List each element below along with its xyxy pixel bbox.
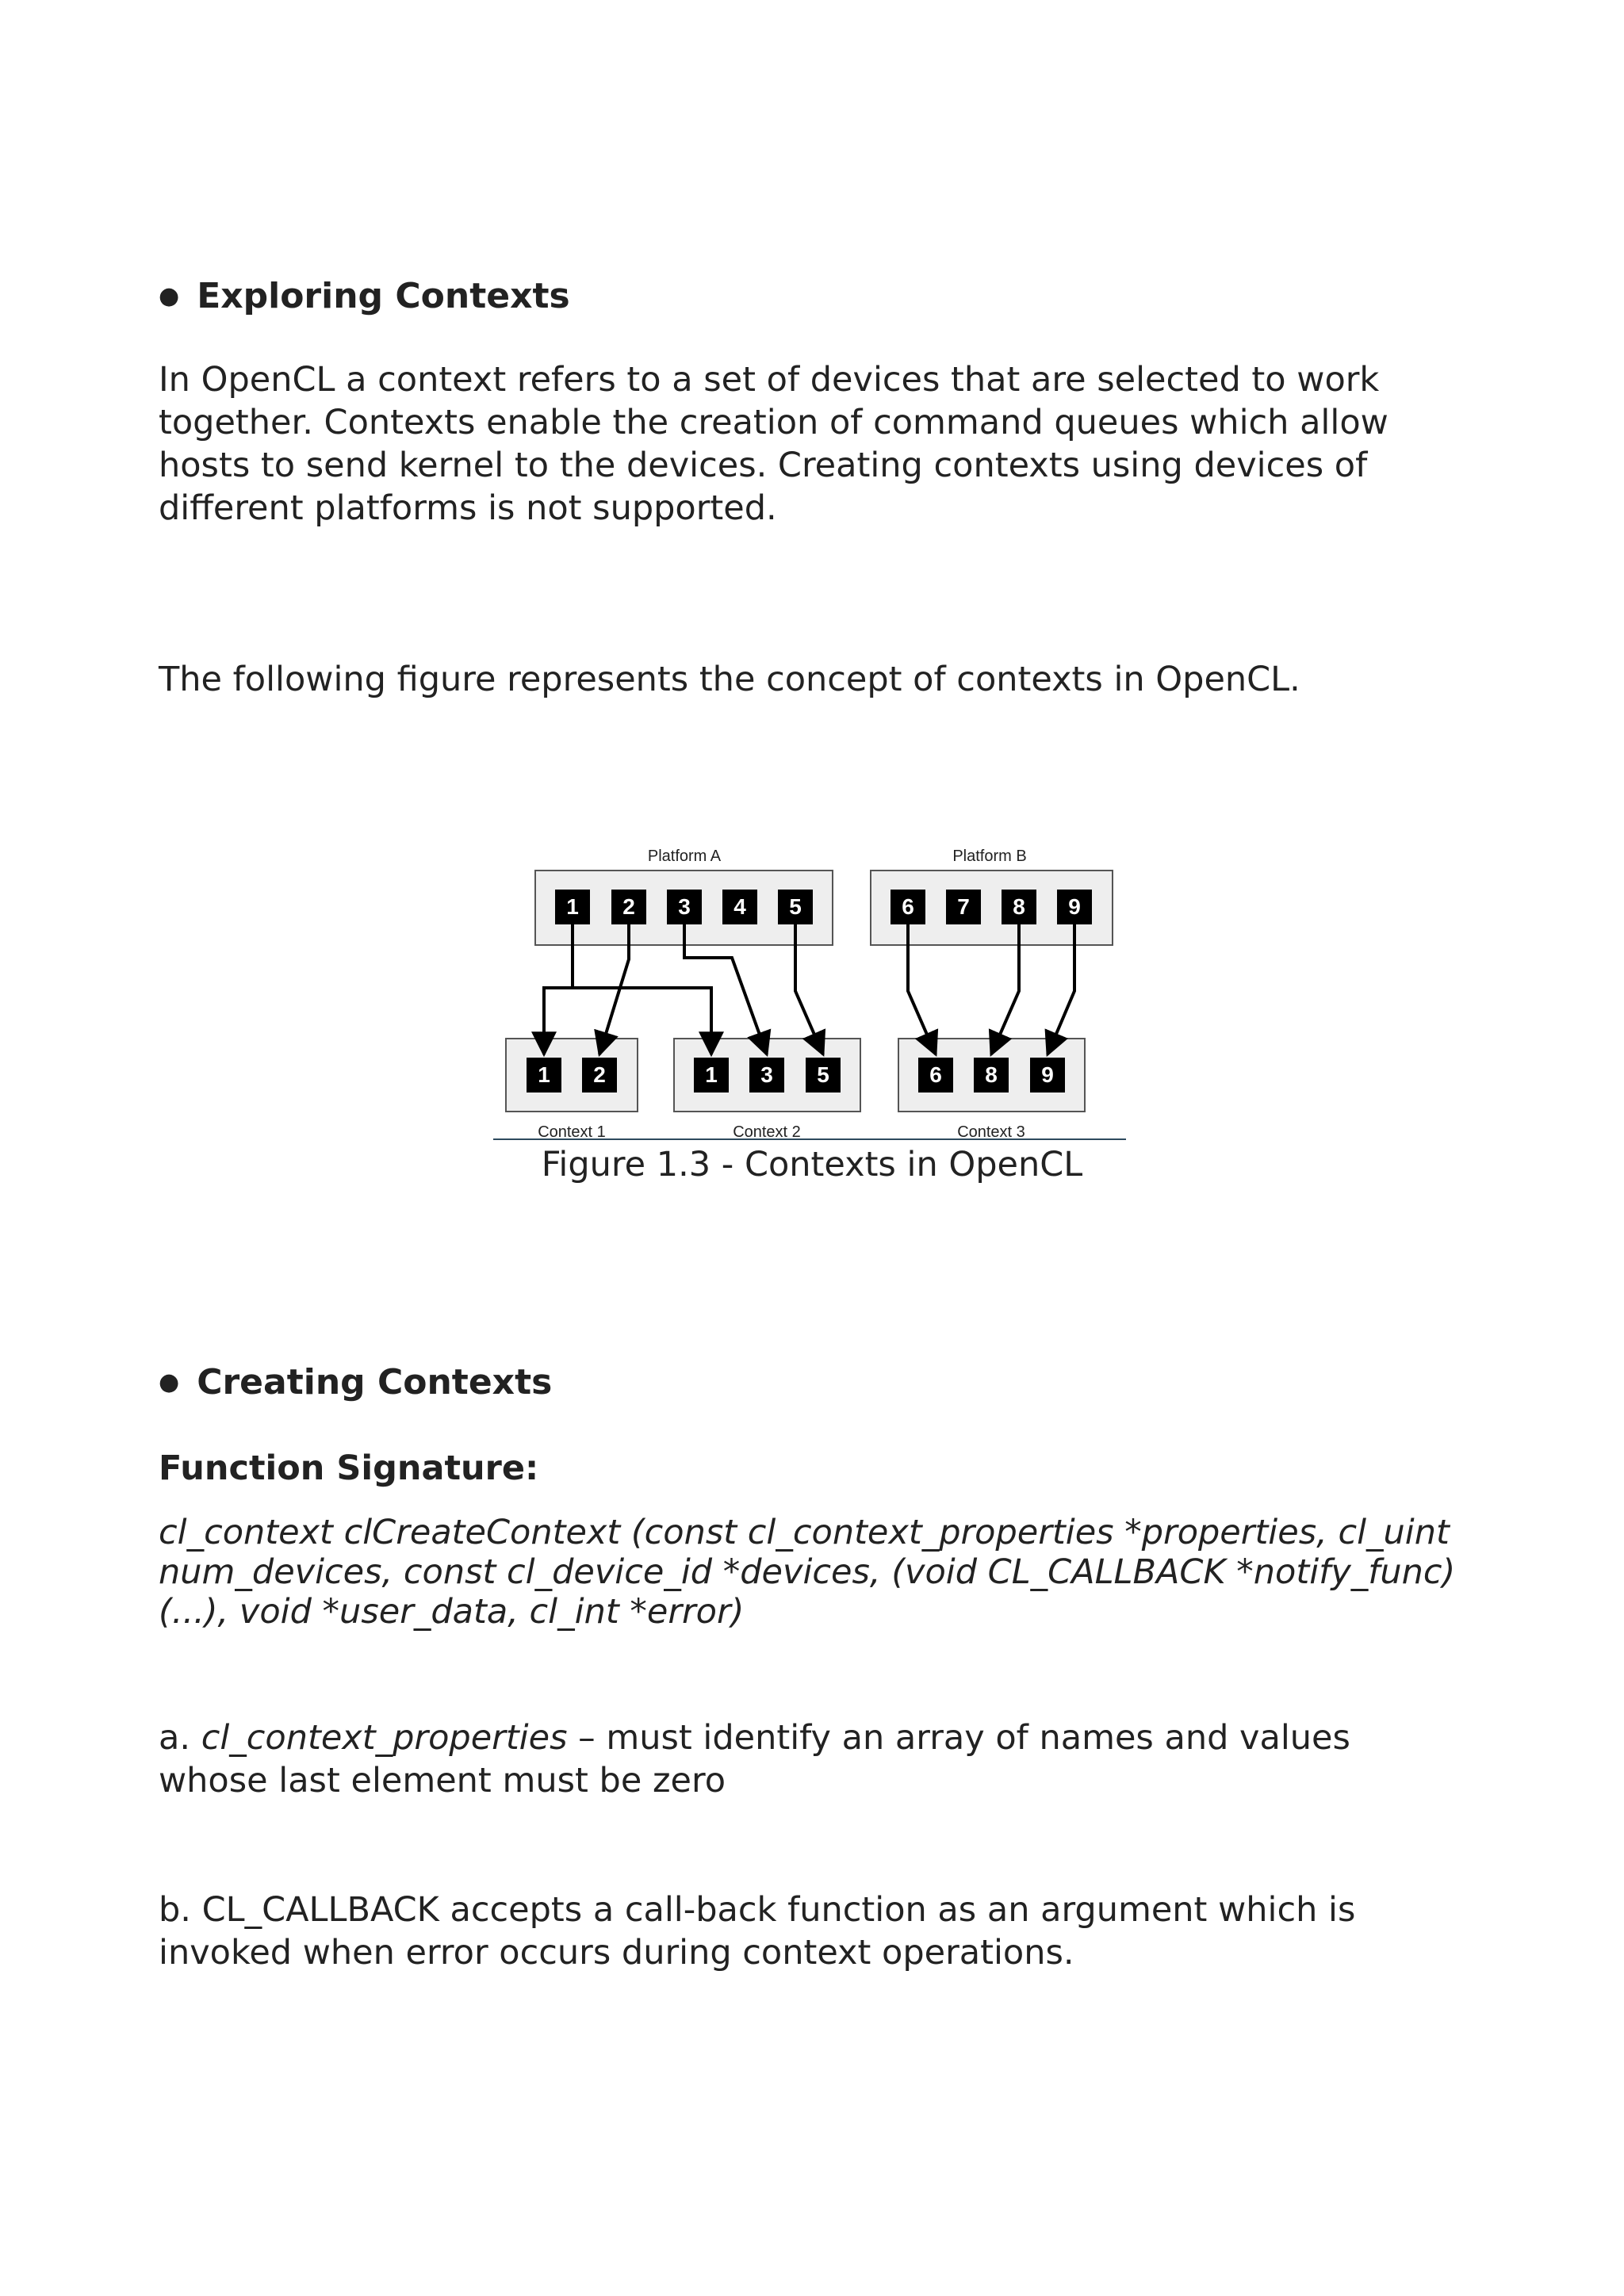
device-label: 5 [789,894,802,919]
context-1-label: Context 1 [538,1123,606,1141]
list-item-b [159,1888,1467,1974]
context-3-label: Context 3 [957,1123,1025,1141]
section-title: Creating Contexts [197,1362,553,1402]
context-3-device-6 [918,1058,953,1093]
device-label: 3 [678,894,691,919]
list-item-a [159,1716,1467,1802]
figure-intro-paragraph: The following figure represents the concept of contexts in OpenCL. [159,660,1300,699]
context-2-device-1 [694,1058,729,1093]
list-item-text: – must identify an array of names and values whose last element must be zero [159,1718,1350,1800]
device-label: 3 [760,1062,773,1087]
device-label: 9 [1041,1062,1054,1087]
term-cl-context-properties: cl_context_properties [201,1718,568,1758]
context-2-device-5 [806,1058,841,1093]
list-marker: b. [159,1890,191,1930]
device-label: 1 [538,1062,550,1087]
device-a4 [722,890,757,924]
device-a5 [778,890,813,924]
section-heading-creating-contexts [159,1360,1467,1405]
function-signature-heading: Function Signature: [159,1448,539,1488]
device-label: 4 [733,894,746,919]
device-label: 7 [957,894,970,919]
bullet-icon: ● [159,1368,180,1396]
device-b9 [1057,890,1092,924]
device-label: 6 [902,894,914,919]
device-label: 6 [929,1062,942,1087]
section-title: Exploring Contexts [197,276,570,316]
contexts-diagram [492,840,1126,1189]
device-b7 [946,890,981,924]
device-label: 5 [817,1062,829,1087]
device-label: 8 [985,1062,998,1087]
device-label: 1 [705,1062,718,1087]
context-3-device-8 [974,1058,1009,1093]
device-a3 [667,890,702,924]
device-label: 2 [622,894,635,919]
list-item-text: CL_CALLBACK accepts a call-back function as an argument which is invoked when error occurs during context operations. [159,1890,1356,1973]
context-2-device-3 [749,1058,784,1093]
section-heading-exploring-contexts [159,274,1467,319]
figure-caption: Figure 1.3 - Contexts in OpenCL [541,1145,1083,1184]
context-1-device-1 [527,1058,561,1093]
device-label: 2 [593,1062,606,1087]
platform-b-label: Platform B [952,848,1027,865]
list-marker: a. [159,1718,191,1758]
device-label: 1 [566,894,579,919]
device-a2 [611,890,646,924]
context-description-paragraph: In OpenCL a context refers to a set of devices that are selected to work together. Contexts enable the creation of command queues which allow hosts to send kernel to the devices. Creating contexts using devices of different platforms is not supported. [159,360,1388,528]
device-b6 [891,890,925,924]
bullet-icon: ● [159,282,180,310]
context-2-label: Context 2 [733,1123,801,1141]
function-signature-code: cl_context clCreateContext (const cl_context_properties *properties, cl_uint num_devices, const cl_device_id *devices, (void CL_CALLBACK *notify_func)(...), void *user_data, cl_int *error) [159,1513,1456,1632]
context-3-device-9 [1030,1058,1065,1093]
device-label: 8 [1013,894,1025,919]
device-label: 9 [1068,894,1081,919]
platform-a-label: Platform A [647,848,722,865]
context-1-device-2 [582,1058,617,1093]
device-b8 [1002,890,1036,924]
device-a1 [555,890,590,924]
context-1-box [506,1039,638,1112]
